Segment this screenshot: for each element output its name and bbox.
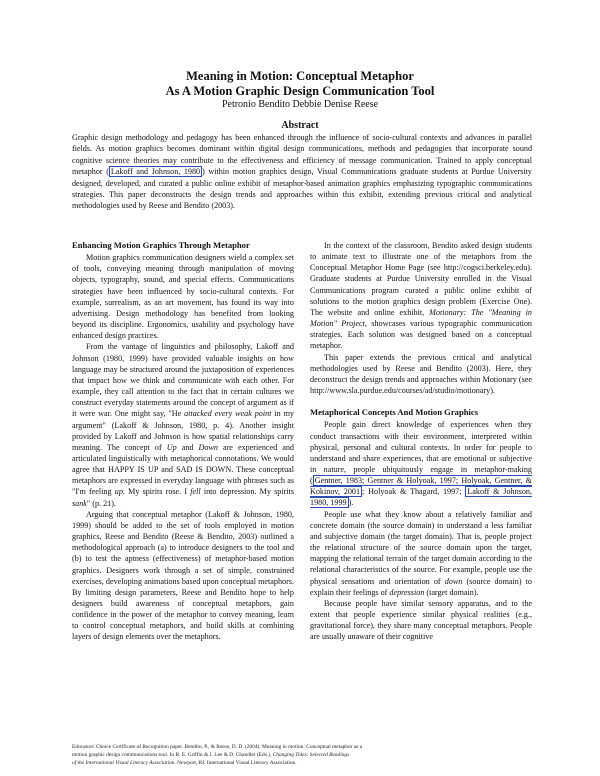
citation-link[interactable]: Gentner, 1983; Gentner & Holyoak, 1997; Holyoak, Gentner, & Kokinov, 2001 — [310, 476, 532, 497]
paragraph: In the context of the classroom, Bendito asked design students to animate text to illustrate one of the metaphors from the Conceptual Metaphor Home Page (see http://cogsci.berkeley.edu). Graduate students at Purdue University enrolled in the Visual Communications program curated a public online exhibit of solutions to the motion graphics design problem (Exercise One). The website and online exhibit, Motionary: The "Meaning in Motion" Project, showcases various typographic communication strategies. Each solution was designed based on a conceptual metaphor. — [310, 241, 532, 351]
paper-title-line-1: Meaning in Motion: Conceptual Metaphor — [186, 69, 414, 83]
paper-title-line-2: As A Motion Graphic Design Communication Tool — [165, 84, 435, 98]
left-column — [72, 240, 294, 643]
citation-link[interactable]: Lakoff & Johnson, 1980, 1999 — [310, 487, 532, 508]
abstract-heading: Abstract — [281, 120, 319, 131]
abstract-body: Graphic design methodology and pedagogy has been enhanced through the influence of socio-cultural contexts and advances in parallel fields. As motion graphics becomes dominant within digital design communications, methods and pedagogies that incorporate sound cognitive science theories may contribute to the effectiveness and efficiency of message communication. Trained to apply conceptual metaphor ( Lakoff and Johnson, 1980 ) within motion graphics design, Visual Communications graduate students at Purdue University designed, developed, and curated a public online exhibit of metaphor-based animation graphics emphasizing typographic communications strategies. This paper deconstructs the design trends and approaches within this exhibit, extending previous critical and analytical methodologies used by Reese and Bendito (2003). — [72, 133, 532, 211]
paragraph: People use what they know about a relatively familiar and concrete domain (the source domain) to understand a less familiar and subjective domain (the target domain). That is, people project the relational structure of the source domain upon the target, mapping the relational terrain of the target domain according to the relational characteristics of the source. For example, people use the physical sensations and orientation of down (source domain) to explain their feelings of depression (target domain). — [310, 509, 532, 597]
authors: Petronio Bendito Debbie Denise Reese — [221, 99, 379, 110]
section-heading: Metaphorical Concepts And Motion Graphics — [310, 407, 479, 418]
paragraph: Motion graphics communication designers wield a complex set of tools, conveying meaning through manipulation of moving objects, typography, sound, and special effects. Communications strategies have been influenced by socio-cultural contexts. For example, surrealism, as an art movement, has found its way into advertising. Design methodology has benefited from looking beyond its discipline. Ergonomics, usability and psychology have enhanced design practices. — [72, 253, 294, 341]
section-heading: Enhancing Motion Graphics Through Metaphor — [72, 240, 250, 250]
paragraph: People gain direct knowledge of experiences when they conduct transactions with their environment, interpreted within physical, personal and cultural contexts. In order for people to understand and share experiences, that are emotional or subjective in nature, people ubiquitously engage in metaphor-making ( Gentner, 1983; Gentner & Holyoak, 1997; Holyoak, Gentner, & Kokinov, 2001 ; Holyoak & Thagard, 1997; Lakoff & Johnson, 1980, 1999 ). — [310, 420, 532, 508]
paragraph: Arguing that conceptual metaphor (Lakoff & Johnson, 1980, 1999) should be added to the set of tools employed in motion graphics, Reese and Bendito (Reese & Bendito, 2003) outlined a methodological approach (a) to introduce designers to the tool and (b) to test the aptness (effectiveness) of metaphor-based motion graphics. Designers work through a set of simple, constrained exercises, developing animations based upon conceptual metaphors. By limiting design parameters, Reese and Bendito hope to help designers build awareness of conceptual metaphors, gain confidence in the power of the metaphor to convey meaning, learn to control conceptual metaphors, and build skills at combining layers of design elements over the metaphors. — [72, 509, 294, 642]
citation-link[interactable]: Lakoff and Johnson, 1980 — [110, 167, 201, 177]
right-column — [310, 240, 532, 642]
paragraph: From the vantage of linguistics and philosophy, Lakoff and Johnson (1980, 1999) have provided valuable insights on how language may be structured around the juxtaposition of experiences that impact how we think and communicate with each other. For example, they call attention to the fact that in certain cultures we construct everyday statements around the concept of argument as if it were war. One might say, "He attacked every weak point in my argument" (Lakoff & Johnson, 1980, p. 4). Another insight provided by Lakoff and Johnson is how spatial relationships carry meaning. The concept of Up and Down are experienced and articulated linguistically with metaphorical connotations. We would agree that HAPPY IS UP and SAD IS DOWN. These conceptual metaphors are expressed in everyday language with phrases such as "I'm feeling up. My spirits rose. I fell into depression. My spirits sank" (p. 21). — [72, 342, 294, 508]
paragraph: Because people have similar sensory apparatus, and to the extent that people experience similar physical realities (e.g., gravitational force), they share many conceptual metaphors. People are usually unaware of their cognitive — [310, 598, 532, 642]
footnote: Educators' Choice Certificate of Recognition paper. Bendito, P., & Reese, D. D. (2004). Meaning in motion: Conceptual metaphor as a motion graphic design communications tool. In R. E. Griffin & J. Lee & D. Chandler (Eds.), Changing Tides: Selected Readings of the International Visual Literacy Association. Newport, RI: International Visual Literacy Association. — [72, 744, 363, 767]
paragraph: This paper extends the previous critical and analytical methodologies used by Reese and Bendito (2003). Here, they deconstruct the design trends and approaches within Motionary (see http://www.sla.purdue.edu/courses/ad/studio/motionary). — [310, 352, 532, 396]
